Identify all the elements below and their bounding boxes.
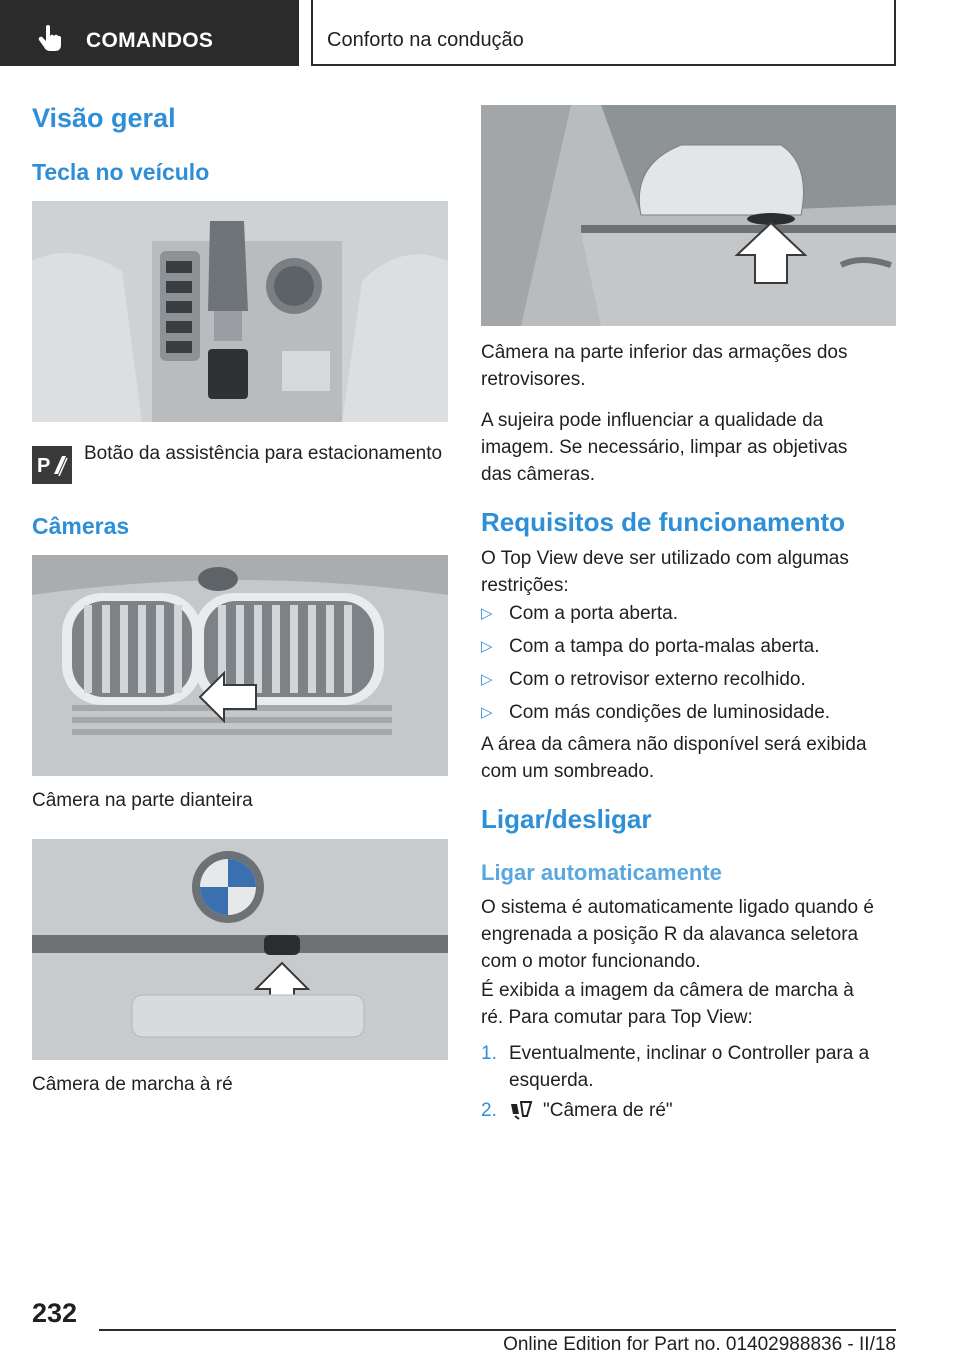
header-chapter-label: Conforto na condução (327, 29, 524, 51)
footer-edition: Online Edition for Part no. 01402988836 - II/18 (503, 1334, 896, 1355)
auto-on-text: O sistema é automaticamente ligado quando é engrenada a posição R da alavanca seletora com o motor funcionando. (481, 897, 874, 972)
svg-text:P: P (37, 455, 51, 477)
park-assist-icon (32, 446, 72, 484)
header-chapter-box (311, 0, 896, 66)
auto-on-text-2: É exibida a imagem da câmera de marcha à ré. Para comutar para Top View: (481, 980, 854, 1028)
triangle-bullet-icon: ▷ (481, 671, 493, 688)
subtitle-cameras: Câmeras (32, 513, 130, 539)
page-number: 232 (32, 1298, 78, 1328)
header-section-tab (0, 0, 299, 66)
page-title: Visão geral (32, 103, 176, 133)
requirements-intro: O Top View deve ser utilizado com algumas restrições: (481, 548, 849, 596)
requirements-note: A área da câmera não disponível será exibida com um sombreado. (481, 734, 867, 782)
front-camera-photo (32, 555, 448, 776)
triangle-bullet-icon: ▷ (481, 704, 493, 721)
triangle-bullet-icon: ▷ (481, 638, 493, 655)
rear-camera-caption: Câmera de marcha à ré (32, 1074, 233, 1095)
camera-view-icon (509, 1100, 533, 1120)
header-section-label: COMANDOS (86, 29, 214, 52)
console-photo (32, 201, 448, 422)
hand-pointer-icon (38, 24, 64, 52)
auto-on-title: Ligar automaticamente (481, 860, 722, 885)
rear-camera-photo (32, 839, 448, 1060)
triangle-bullet-icon: ▷ (481, 605, 493, 622)
dirt-note: A sujeira pode influenciar a qualidade da imagem. Se necessário, limpar as objetivas das câmeras. (481, 410, 848, 485)
button-caption: Botão da assistência para estacionamento (84, 443, 443, 464)
front-camera-caption: Câmera na parte dianteira (32, 790, 253, 811)
on-off-title: Ligar/desligar (481, 804, 652, 834)
footer-divider (99, 1329, 896, 1331)
requirements-title: Requisitos de funcionamento (481, 507, 846, 537)
mirror-caption: Câmera na parte inferior das armações dos retrovisores. (481, 342, 848, 390)
mirror-camera-photo (481, 105, 896, 326)
subtitle-button: Tecla no veículo (32, 159, 210, 185)
